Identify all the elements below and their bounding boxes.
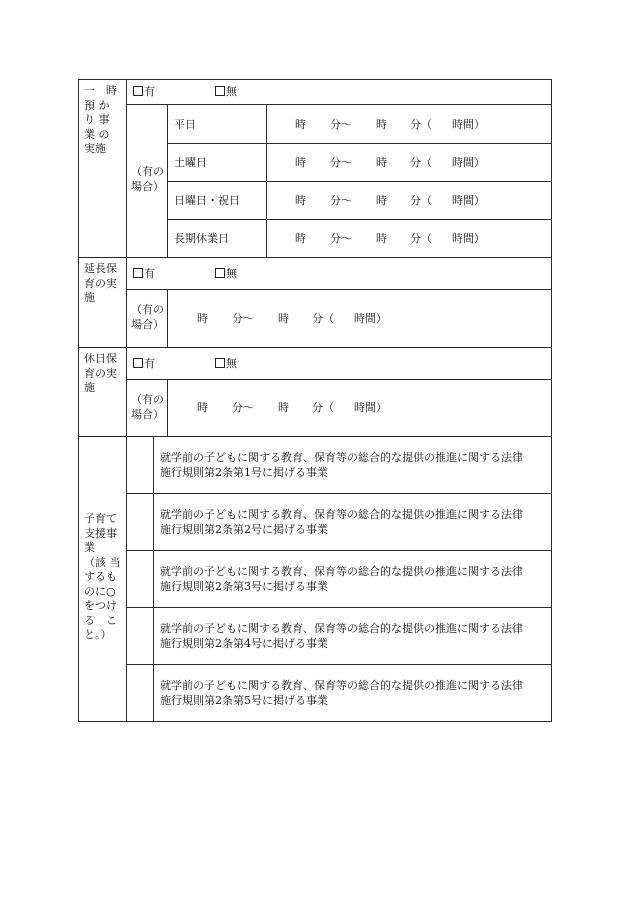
holiday-care-case-label: （有の 場合）: [131, 393, 164, 421]
time-range-field[interactable]: 時 分～ 時 分（ 時間）: [295, 156, 485, 169]
holiday-care-no-checkbox[interactable]: 無: [215, 356, 237, 371]
time-range-field[interactable]: 時 分～ 時 分（ 時間）: [295, 232, 485, 245]
time-range-field[interactable]: 時 分～ 時 分（ 時間）: [197, 312, 387, 325]
table-border-left: [78, 79, 79, 722]
grid-line: [126, 550, 552, 551]
extended-care-label: 延長保 育の実 施: [84, 262, 117, 304]
grid-line: [126, 607, 552, 608]
checkbox-icon: [133, 86, 143, 96]
checkbox-icon: [133, 358, 143, 368]
extended-care-yes-checkbox[interactable]: 有: [133, 266, 155, 281]
support-item-4: 就学前の子どもに関する教育、保育等の総合的な提供の推進に関する法律 施行規則第2条第4号に掲げる事業: [160, 622, 523, 650]
day-label-sunday-holiday: 日曜日・祝日: [174, 194, 240, 207]
time-range-field[interactable]: 時 分～ 時 分（ 時間）: [295, 194, 485, 207]
table-border-right: [551, 79, 552, 722]
holiday-care-label: 休日保 育の実 施: [84, 352, 117, 394]
grid-line: [78, 347, 552, 348]
grid-line: [167, 181, 552, 182]
grid-line: [266, 104, 267, 257]
day-label-weekday: 平日: [174, 118, 196, 131]
checkbox-icon: [133, 268, 143, 278]
extended-care-no-checkbox[interactable]: 無: [215, 266, 237, 281]
temporary-care-label: 一 時 預 か り 事 業 の 実施: [84, 84, 117, 155]
grid-line: [126, 379, 552, 380]
time-range-field[interactable]: 時 分～ 時 分（ 時間）: [197, 401, 387, 414]
grid-line: [167, 289, 168, 347]
holiday-care-yes-checkbox[interactable]: 有: [133, 356, 155, 371]
checkbox-icon: [215, 86, 225, 96]
temporary-care-case-label: （有の 場合）: [131, 165, 164, 193]
support-item-3: 就学前の子どもに関する教育、保育等の総合的な提供の推進に関する法律 施行規則第2条第3号に掲げる事業: [160, 565, 523, 593]
grid-line: [153, 436, 154, 721]
support-item-mark-cell[interactable]: [127, 608, 153, 664]
grid-line: [167, 143, 552, 144]
time-range-field[interactable]: 時 分～ 時 分（ 時間）: [295, 118, 485, 131]
support-item-mark-cell[interactable]: [127, 665, 153, 721]
support-item-mark-cell[interactable]: [127, 437, 153, 493]
support-item-mark-cell[interactable]: [127, 551, 153, 607]
grid-line: [167, 104, 168, 257]
grid-line: [126, 664, 552, 665]
temporary-care-yes-checkbox[interactable]: 有: [133, 84, 155, 99]
support-item-2: 就学前の子どもに関する教育、保育等の総合的な提供の推進に関する法律 施行規則第2条第2号に掲げる事業: [160, 508, 523, 536]
support-item-1: 就学前の子どもに関する教育、保育等の総合的な提供の推進に関する法律 施行規則第2条第1号に掲げる事業: [160, 451, 523, 479]
temporary-care-no-checkbox[interactable]: 無: [215, 84, 237, 99]
support-item-mark-cell[interactable]: [127, 494, 153, 550]
day-label-long-vacation: 長期休業日: [174, 232, 229, 245]
checkbox-icon: [215, 268, 225, 278]
day-label-saturday: 土曜日: [174, 156, 207, 169]
grid-line: [126, 289, 552, 290]
grid-line: [126, 493, 552, 494]
extended-care-case-label: （有の 場合）: [131, 303, 164, 331]
support-project-label: 子育て 支援事 業 （該 当 するも のに○ をつけ る こ と。）: [84, 512, 121, 641]
grid-line: [126, 104, 552, 105]
grid-line: [78, 257, 552, 258]
table-border-top: [78, 79, 552, 80]
grid-line: [167, 219, 552, 220]
grid-line: [167, 379, 168, 436]
support-item-5: 就学前の子どもに関する教育、保育等の総合的な提供の推進に関する法律 施行規則第2条第5号に掲げる事業: [160, 679, 523, 707]
table-border-bottom: [78, 721, 552, 722]
checkbox-icon: [215, 358, 225, 368]
